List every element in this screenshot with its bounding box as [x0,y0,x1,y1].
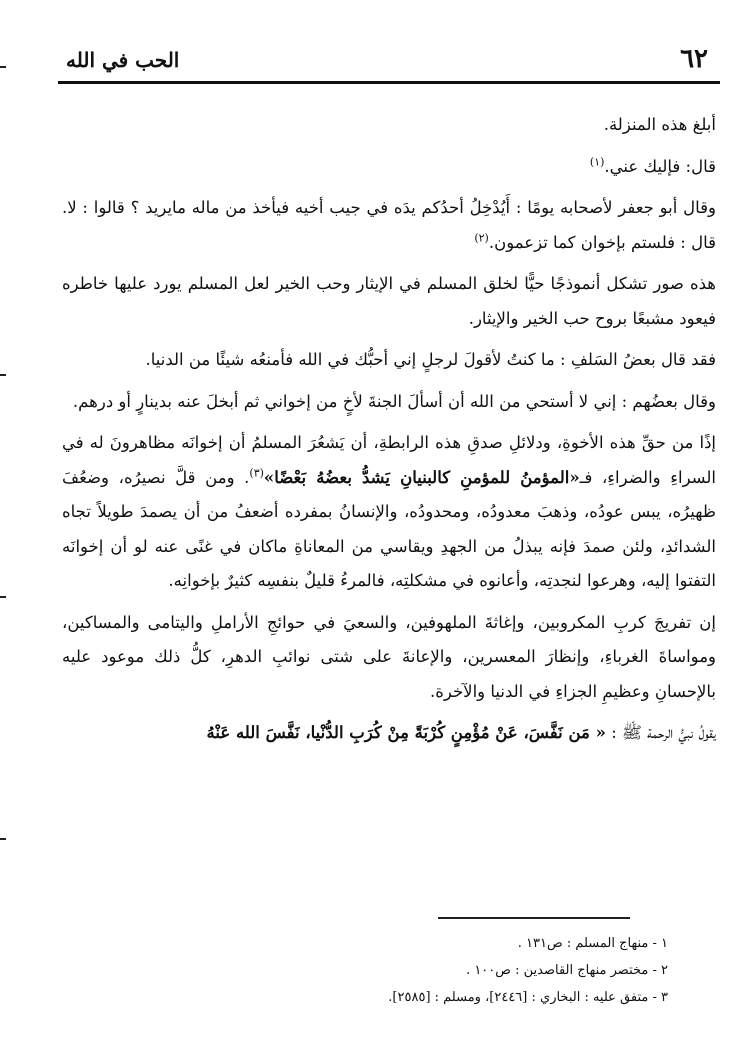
margin-mark [0,66,6,68]
margin-mark [0,838,6,840]
body-text [62,108,716,758]
paragraph [62,716,716,751]
paragraph [62,385,716,420]
paragraph-text: . ومن قلَّ نصيرُه، وضعُفَ ظهيرُه، يبس عودُه، وذهبَ معدودُه، ومحدودُه، والإنسانُ بمفرده أضعفُ من أن يصمدَ طويلاً تجاه الشدائدِ، ولئن صمدَ فإنه يبذلُ من الجهدِ ويقاسي من المعاناةِ ماكان في غنًى عنه لو أن إخوانَه التفتوا إليه، وهرعوا لنجدتِه، وأعانوه في مشكلتِه، فالمرءُ قليلٌ بنفسِه كثيرٌ بإخوانِه. [62,467,716,590]
paragraph-text: هذه صور تشكل أنموذجًا حيًّا لخلق المسلم في الإيثار وحب الخير لعل المسلم يورد عليها خاطره فيعود مشبعًا بروح حب الخير والإيثار. [62,274,716,328]
footnote-ref: (١) [589,155,605,168]
paragraph [62,108,716,143]
footnote: ٢ - مختصر منهاج القاصدين : ص١٠٠ . [466,963,668,978]
hadith-quote: «المؤمنُ للمؤمنِ كالبنيانِ يَشدُّ بعضُهُ بَعْضًا» [263,467,580,487]
page-number: ٦٢ [680,44,708,74]
margin-mark [0,374,6,376]
footnotes [62,930,668,1011]
paragraph-text: فقد قال بعضُ السَلفِ : ما كنتُ لأقولَ لرجلٍ إني أحبُّك في الله فأمنعُه شيئًا من الدنيا. [145,350,716,369]
paragraph-text: وقال بعضُهم : إني لا أستحي من الله أن أسألَ الجنةَ لأخٍ من إخواني ثم أبخلَ عنه بدينارٍ أو درهم. [72,391,716,411]
paragraph [62,426,716,599]
paragraph [62,343,716,378]
paragraph-text: يقولُ نبيُّ الرحمة ﷺ : [605,723,716,742]
hadith-quote: « مَن نَفَّسَ، عَنْ مُؤْمِنٍ كُرْبَةً مِنْ كُرَبِ الدُّنْيا، نَفَّسَ الله عَنْهُ [206,723,606,742]
footnote-rule [438,917,630,919]
paragraph [62,150,716,185]
paragraph [62,606,716,710]
paragraph [62,191,716,260]
paragraph [62,267,716,336]
paragraph-text: إن تفريجَ كربِ المكروبين، وإغاثةَ الملهوفين، والسعيَ في حوائجِ الأراملِ واليتامى والمساكين، ومواساةَ الغرباءِ، وإنظارَ المعسرين، والإعانةَ على شتى نوائبِ الدهرِ، كلُّ ذلك موعود عليه بالإحسانِ وعظيمِ الجزاءِ في الدنيا والآخرة. [62,612,716,701]
footnote-ref: (٣) [249,466,264,479]
paragraph-text: إذًا من حقِّ هذه الأخوةِ، ودلائلِ صدقِ هذه الرابطةِ، أن يَشعُرَ المسلمُ أن إخوانَه مظاهرونَ له في السراءِ والضراءِ، فـ [62,433,717,487]
page-header [58,38,720,84]
footnote: ٣ - متفق عليه : البخاري : [٢٤٤٦]، ومسلم : [٢٥٨٥]. [388,990,668,1005]
margin-mark [0,596,6,598]
paragraph-text: وقال أبو جعفر لأصحابه يومًا : أَيُدْخِلُ أحدُكم يدَه في جيب أخيه فيأخذ من ماله مايريد ؟ قالوا : لا. قال : فلستم بإخوان كما تزعمون. [62,198,716,252]
paragraph-text: قال: فإليك عني. [604,156,716,176]
footnote: ١ - منهاج المسلم : ص١٣١ . [517,936,668,951]
header-rule [58,81,720,84]
running-title: الحب في الله [66,48,180,72]
paragraph-text: أبلغ هذه المنزلة. [603,115,716,134]
footnote-ref: (٢) [474,231,489,244]
